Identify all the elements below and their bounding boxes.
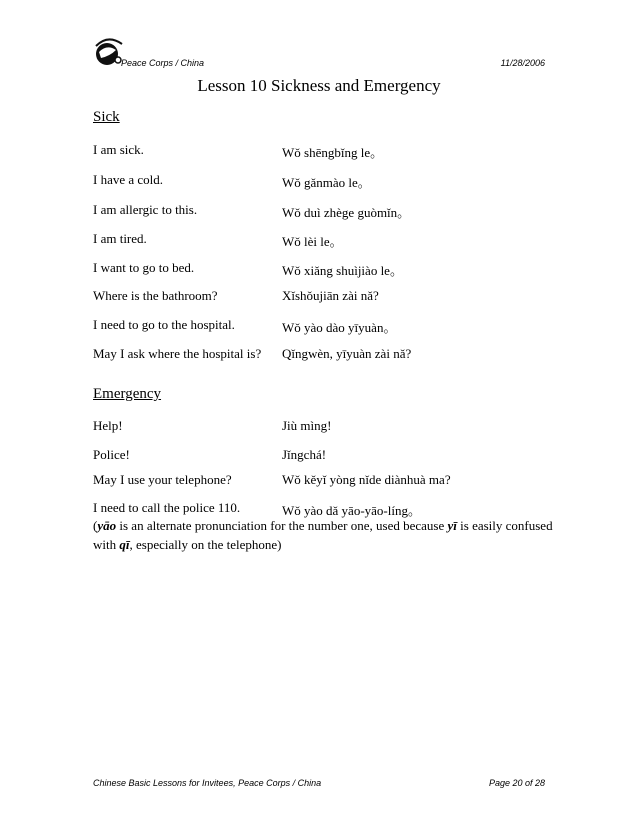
english-phrase: I need to call the police 110. bbox=[93, 500, 241, 515]
pinyin-phrase: Jiù mìng! bbox=[282, 418, 332, 433]
pronunciation-note bbox=[93, 516, 553, 554]
english-phrase: I have a cold. bbox=[93, 172, 164, 187]
english-phrase: I need to go to the hospital. bbox=[93, 317, 235, 332]
section-heading-sick: Sick bbox=[93, 109, 120, 125]
english-phrase: I am allergic to this. bbox=[93, 202, 198, 217]
phrase-row bbox=[93, 202, 553, 220]
section-heading-emergency: Emergency bbox=[93, 386, 162, 402]
pinyin-phrase: Wǒ xiǎng shuìjiào le。 bbox=[282, 263, 403, 278]
header-org: Peace Corps / China bbox=[121, 58, 205, 68]
pinyin-phrase: Wǒ yào dǎ yāo-yāo-líng。 bbox=[282, 503, 421, 518]
note-text: is an alternate pronunciation for the number one, used because bbox=[116, 518, 448, 533]
pinyin-phrase: Xǐshǒujiān zài nǎ? bbox=[282, 288, 379, 303]
pinyin-phrase: Wǒ yào dào yīyuàn。 bbox=[282, 320, 397, 335]
footer-title: Chinese Basic Lessons for Invitees, Peace Corps / China bbox=[93, 778, 322, 788]
note-term-yi: yī bbox=[447, 518, 457, 533]
pinyin-phrase: Wǒ gǎnmào le。 bbox=[282, 175, 371, 190]
pinyin-phrase: Qǐngwèn, yīyuàn zài nǎ? bbox=[282, 346, 412, 361]
note-text: is easily confused with bbox=[93, 518, 553, 552]
phrase-row bbox=[93, 260, 553, 278]
note-text: , especially on the telephone) bbox=[129, 537, 282, 552]
english-phrase: May I use your telephone? bbox=[93, 472, 232, 487]
header-date: 11/28/2006 bbox=[500, 58, 545, 68]
english-phrase: Police! bbox=[93, 447, 130, 462]
page-title: Lesson 10 Sickness and Emergency bbox=[197, 76, 441, 95]
english-phrase: May I ask where the hospital is? bbox=[93, 346, 262, 361]
note-term-qi: qī bbox=[119, 537, 130, 552]
phrase-row bbox=[93, 346, 553, 364]
phrase-row bbox=[93, 447, 553, 465]
phrase-row bbox=[93, 231, 553, 249]
english-phrase: I am sick. bbox=[93, 142, 144, 157]
phrase-row bbox=[93, 418, 553, 436]
phrase-row bbox=[93, 472, 553, 490]
english-phrase: Help! bbox=[93, 418, 123, 433]
phrase-row bbox=[93, 172, 553, 190]
english-phrase: I want to go to bed. bbox=[93, 260, 195, 275]
note-open: ( bbox=[93, 518, 98, 533]
pinyin-phrase: Wǒ duì zhège guòmǐn。 bbox=[282, 205, 411, 220]
footer-page-number: Page 20 of 28 bbox=[488, 778, 545, 788]
english-phrase: Where is the bathroom? bbox=[93, 288, 218, 303]
phrase-row bbox=[93, 142, 553, 160]
phrase-row bbox=[93, 288, 553, 306]
pinyin-phrase: Wǒ lèi le。 bbox=[282, 234, 343, 249]
pinyin-phrase: Wǒ shēngbǐng le。 bbox=[282, 145, 384, 160]
phrase-row bbox=[93, 317, 553, 335]
pinyin-phrase: Wǒ kěyǐ yòng nǐde diànhuà ma? bbox=[282, 472, 451, 487]
note-term-yao: yāo bbox=[97, 518, 117, 533]
pinyin-phrase: Jǐngchá! bbox=[282, 447, 327, 462]
english-phrase: I am tired. bbox=[93, 231, 147, 246]
